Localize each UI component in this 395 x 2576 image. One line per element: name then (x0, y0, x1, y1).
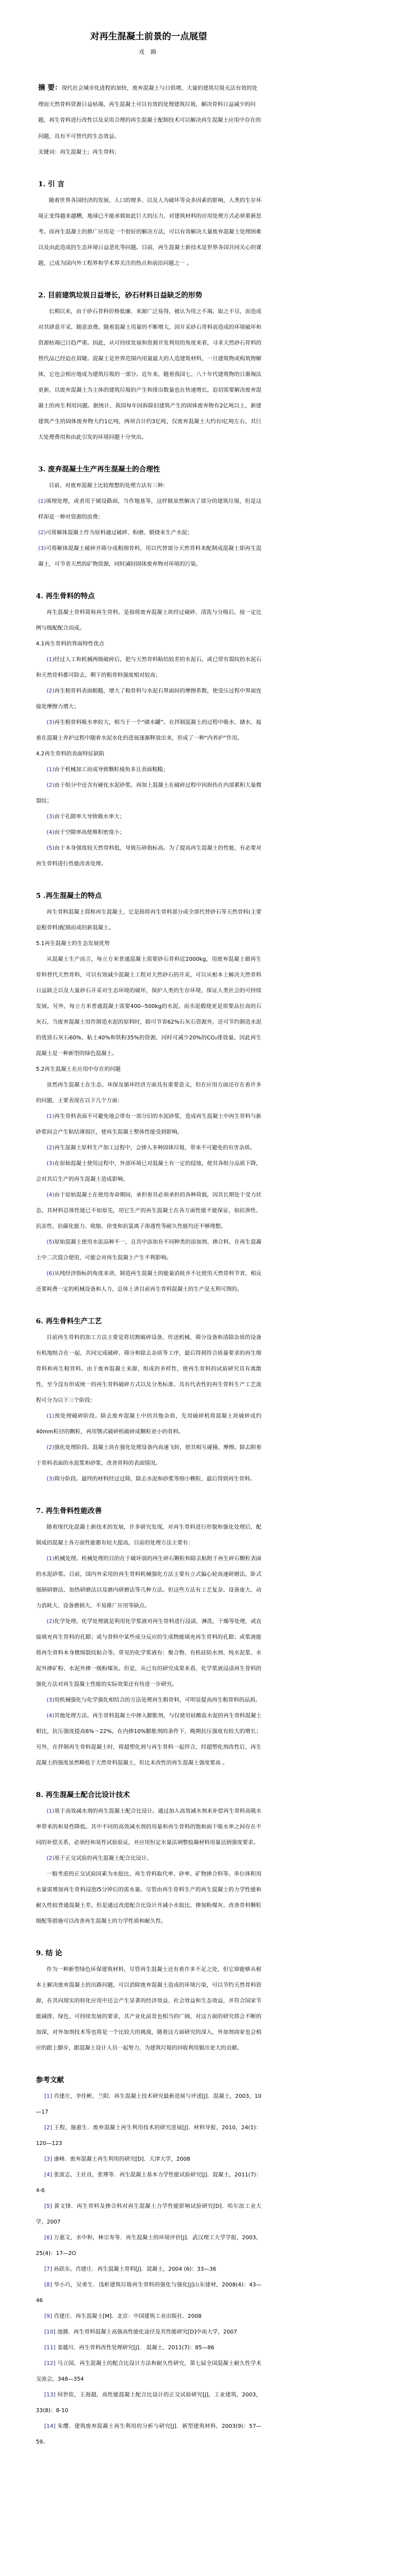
item-marker: (2) (47, 1619, 54, 1625)
subheading (36, 636, 261, 652)
block-text: 再生混凝土原料生产加工过程中，会掺入多种固体垃圾，带来不可避免的有害杂质。 (54, 1145, 256, 1151)
section-heading: 3. 废弃混凝土生产再生混凝土的合理性 (38, 465, 160, 473)
block-text: 基于高效减水剂的再生混凝土配合比设计。通过加入高效减水剂来补偿再生骨料高吸水率带来的和易性降低。其中不同的高效减水剂的用量和再生骨料的饱和面干吸水率之间存在不同的补偿关系，必须经和易性试验验证，并应用恒定水量法调整胶凝材料用量达到强度要求。 (36, 1808, 261, 1846)
subheading (36, 936, 261, 952)
block-text: 何世钦，王海超，高性能混凝土配合比设计的正交试验研究[J]，工业建筑，2003，33(8)：8-10 (36, 2392, 261, 2414)
block-text: 一般考虑的正交试验因素为水胶比、再生骨料取代率、砂率、矿物掺合料等。单位体积用水量需增加再生骨料浸泡l5分钟后的需水量。尽管由再生骨料生产的再生混凝土的力学性能和耐久性较普通混凝土差，但是通过改进配合比设计并减小水胶比、掺加粉煤灰、改善骨料颗粒级配等措施可以改善再生混凝土的力学性质和耐久性。 (36, 1871, 261, 1924)
author: 戎 路 (139, 49, 159, 56)
block-text: 机械处理。机械处理的目的在于破坏弱的再生碎石颗粒和除去粘附于再生碎石颗粒表面的水泥砂浆。目前，国内外采用的再生骨料机械强化方法主要有立式偏心轮高速研磨法、卧式强制研磨法、加热研磨法以及磨内研磨法等几种方法。但这些方法有工艺复杂、设备庞大、动力消耗大、设备磨损大、不易推广应用等缺点。 (36, 1556, 261, 1609)
block-text: 随着世界各国经济的发展、人口的增多，以及人为破坏等众多因素的影响，人类的生存环境正变得越来越糟，地球已不能承载如此巨大的压力，对建筑材料的应用处理方式必须重新思考。而再生混凝土的推广应用是一个很好的解决方法，可以有效解决大量废弃混凝土处理困难以及由此造成的生态环境日益恶化等问题。目前，再生混凝土新技术是世界各国共同关心的课题，已成为国内外工程界和学术界关注的热点和前沿问题之一 。 (38, 198, 261, 267)
block-text: 目前，对废弃混凝土比较理想的处理方法有三种： (49, 483, 169, 489)
block-text: 筛分阶段。最终的材料经过过筛，除去水泥和砂浆等细小颗粒，最后得到再生骨料。 (54, 1476, 256, 1482)
block-text: 原始混凝土使用水泥品种不一，且其中添加有不同种类的添加剂、掺合料，在再生混凝土中二次混合使用，可能会对再生混凝土产生不利影响。 (36, 1239, 261, 1261)
list-item (36, 1472, 261, 1487)
section (36, 286, 261, 446)
block-text: 4.1再生骨料的界面特性优点 (36, 641, 104, 647)
paragraph (36, 478, 261, 494)
block-text: 姜越川．再生骨料改性处理研究[J]． 混凝土，2011(7)：85—86 (55, 2345, 214, 2351)
list-item (36, 841, 261, 872)
block-text: 肖建庄，李佳彬，兰阳．再生混凝土技术研究最新进展与评述[J]．混凝土，2003，10—17 (36, 2093, 261, 2115)
block-text: 再生粗骨料吸水率较大，相当于一个“储水罐”。在拌制混凝土的过程中吸水、储水，接着在混凝土养护过程中随着水泥水化的进展逐渐释放出来，形成了一种“内养护”作用。 (36, 719, 261, 741)
reference-item (36, 2387, 261, 2419)
section-heading: 9. 结 论 (36, 1949, 62, 1957)
block-text: 强化处理阶段。混凝土块在强化处理设备内高速飞转，使其相互碰撞、摩擦，除去附着于骨料表面的水泥浆和砂浆，改善骨料的表面情况。 (36, 1445, 261, 1466)
section (36, 587, 261, 872)
item-marker: (5) (47, 1239, 54, 1245)
abstract-label: 摘 要： (38, 83, 62, 91)
document-title: 对再生混凝土前景的一点展望 (90, 31, 207, 42)
block-text: 从纯经济指标的角度来讲，制造再生混凝土的能量消耗并不比使用天然骨料节省，相反还要耗费一定的机械设备和人力，总体上讲目前再生骨料混凝土的生产是无利可图的。 (36, 1271, 261, 1292)
sections (36, 175, 261, 2450)
item-marker: [3] (44, 2156, 52, 2162)
reference-item (36, 2120, 261, 2152)
item-marker: [14] (44, 2423, 56, 2430)
item-marker: (2) (47, 688, 54, 694)
block-text: 康峰．废弃混凝土再生利用的研究[D]．天津大学，2008 (52, 2156, 190, 2162)
item-marker: (4) (47, 1192, 54, 1198)
block-text: 用机械强化与化学强化相结合的方法处理再生粗骨料，可明显提高再生粗骨料的品质。 (54, 1697, 261, 1703)
section-heading: 参考文献 (36, 2075, 65, 2084)
block-text: 4.2再生骨料的表面特征缺陷 (36, 751, 104, 757)
block-text: 随着现代化混凝土新技术的发展，许多研究发现，对再生骨料进行形貌和强化处理后，配制成的混凝土各方面性能都有较大提高，目前的处理方法主要有： (36, 1524, 261, 1546)
block-text: 经过人工和机械两级破碎后，把与天然骨料粘结较差的水泥石，或已带有裂纹的水泥石和天然骨料都可除去，剩下的粗骨料强度相对较高； (36, 657, 261, 679)
reference-item (36, 2277, 261, 2309)
paragraph (36, 193, 261, 272)
item-marker: (4) (47, 1713, 54, 1719)
block-text: 可将解体混凝土作为原料通过破碎、粉磨、锻烧来生产水泥； (45, 530, 193, 536)
block-text: 再生骨料表面不可避免地会带有一部分旧的水泥砂浆，造成再生混凝土中再生骨料与新砂浆间会产生粘结薄弱区，使再生混凝土整体性能受到影响。 (36, 1113, 261, 1135)
block-text: 由于原始混凝土在使用寿命期间，承担着其必须承担的各种荷载，因其长期处于受力状态，其材料总体性能已不如原先，用它生产的再生混凝土在各方面性能不能保证，如抗渗性、抗冻性、抗碳化能力、收缩、徐变和抗氯离子渗透性等耐久性能均还不够理想。 (36, 1192, 261, 1230)
block-text: 其他处理方法。再生骨料混凝土中掺入膨胀剂，与仅使用硅酸盐水泥的再生骨料混凝土相比，抗压强度提高6%～22%，在内掺10%膨胀剂的条件下，晚期抗压强度有较大的增长；另外，在拌制再生骨料混凝土时，将超塑化剂与再生骨料一起拌合，经超塑化剂改性后，再生混凝土的强度虽然略低于天然骨料混凝土，但比未改性的再生混凝土强度要高 。 (36, 1713, 261, 1766)
block-text: 黄文锋．再生骨料及掺合料对再生混凝土力学性能影响试验研究[D]．哈尔滨工业大学，2007 (36, 2203, 261, 2225)
paragraph (36, 1520, 261, 1551)
section-heading: 4. 再生骨料的特点 (36, 592, 95, 600)
block-text: 在原始混凝土使用过程中，外部环境已对混凝土有一定的侵蚀，使其各组分品质下降，会对其后生产的再生混凝土造成影响。 (36, 1161, 261, 1182)
block-text: 肖建庄．再生混凝土[M]．北京：中国建筑工业出版社．2008 (52, 2313, 202, 2320)
block-text: 再生骨料混凝土简称再生混凝土，它是指将再生骨料部分或全部代替砂石等天然骨料(主要是粗骨料)配制而成的新混凝土。 (36, 909, 261, 931)
list-item (36, 1109, 261, 1140)
abstract (36, 80, 261, 145)
list-item (36, 778, 261, 809)
list-item (36, 1804, 261, 1851)
list-item (36, 1409, 261, 1440)
reference-item (36, 2356, 261, 2387)
reference-item (36, 2167, 261, 2199)
item-marker: (1) (47, 1113, 54, 1120)
block-text: 由于机械加工而成导致颗粒棱角多且表面粗糙； (54, 767, 169, 773)
item-marker: (3) (47, 1476, 54, 1482)
list-item (36, 1156, 261, 1188)
section-heading: 2. 目前建筑垃圾日益增长，砂石材料日益缺乏的形势 (38, 291, 203, 299)
list-item (36, 1266, 261, 1298)
reference-item (36, 2325, 261, 2340)
section (36, 1944, 261, 2056)
block-text: 由于空隙率高使堆积密度小； (54, 829, 125, 836)
block-text: 再生混凝土骨料简称再生骨料，是指将废弃混凝土块经过破碎、清洗与分级后，按一定比例与级配配合而成。 (36, 609, 261, 631)
list-item (36, 715, 261, 746)
block-text: 预处理破碎阶段。除去废弃混凝土中的其他杂质，先用破碎机将混凝土块破碎成约40mm粒径的颗粒，再用颚式破碎机破碎成颗粒更小的骨料。 (36, 1413, 261, 1435)
item-marker: (3) (47, 1697, 54, 1703)
item-marker: [8] (44, 2282, 52, 2288)
item-marker: (3) (47, 814, 54, 820)
item-marker: [10] (44, 2329, 56, 2335)
block-text: 王程，施惠生．废弃混凝土再生利用技术的研究进展[J]．材料导报，2010，24(1)：120—123 (36, 2125, 261, 2147)
paragraph (36, 905, 261, 936)
paragraph (36, 952, 261, 1062)
block-text: 再生粗骨料表面粗糙，增大了粗骨料与水泥石界面间的摩擦系数，使受压过程中界面连接处摩擦力增大； (36, 688, 261, 710)
item-marker: [4] (44, 2172, 52, 2178)
section (36, 175, 261, 272)
item-marker: [12] (44, 2360, 56, 2367)
subheading (36, 1062, 261, 1078)
reference-item (36, 2340, 261, 2356)
list-item (36, 684, 261, 715)
section-heading: 8. 再生混凝土配合比设计技术 (36, 1790, 130, 1799)
block-text: 5.1再生混凝土的生态发展优势 (36, 941, 110, 947)
block-text: 长期以来，由于砂石骨料价格低廉、来源广泛易得，被认为用之不竭、取之不尽，而造成对其肆意开采，随意浪费。随着混凝土用量的不断增大，因开采砂石骨料而造成的环境破坏和资源枯竭已日趋严重。因此，从可持续发展和资源开发利用的角度来看，寻求天然砂石骨料的替代品已经迫在眉睫。混凝土是世界范围内用量最大的人造建筑材料，一旦建筑物或构筑物解体，它也会相应地成为建筑垃圾的一部分。近年来，随着我国七、八十年代建筑物的日渐淘汰更新，以废弃混凝土为主体的建筑垃圾的产生和排出数量也在快速增长，迫切需要解决废弃混凝土的再生利用问题。据统计，我国每年因拆除旧建筑产生的固体废弃物有2亿吨以上，新建建筑产生的固体废弃物大约1亿吨，两项合计约3亿吨，仅废弃混凝土大约有l亿吨左右，其巨大处理费用和由此引发的环境问题十分突出。 (38, 309, 261, 441)
item-marker: (3) (38, 546, 46, 552)
list-item (36, 825, 261, 841)
abstract-text: 现代社会城市化进程的加快，废弃混凝土与日俱增，大量的建筑垃圾无法有效的处理而天然骨料资源日益枯竭，再生混凝土可以有效的处理建筑垃圾，解决骨料日益减少的问题，再生骨料进行改性以及采用合理的再生混凝土配制技术可以解决再生混凝土应用中存在的问题，具有不可替代的生态效益。 (38, 85, 261, 140)
section-heading: 5 .再生混凝土的特点 (36, 891, 102, 900)
keywords: 关键词：再生混凝土；再生骨料； (38, 149, 120, 155)
item-marker: [11] (44, 2345, 56, 2351)
reference-item (36, 2262, 261, 2277)
block-text: 张波志，王社良，张博等．再生混凝土基本力学性能试验研究[J]．混凝土，2011(7)：4-6 (36, 2172, 261, 2194)
item-marker: (6) (47, 1271, 54, 1277)
block-text: 万惠文，水中和，林宗寿等．再生混凝土的环境评价[J]．武汉理工大学学报，2003，25(4)：17—2O (36, 2235, 261, 2257)
paragraph (36, 304, 261, 446)
item-marker: (1) (47, 1808, 54, 1814)
item-marker: (1) (47, 1556, 54, 1562)
subheading (36, 746, 261, 762)
item-marker: (2) (38, 530, 46, 536)
list-item (36, 1551, 261, 1614)
block-text: 作为一种新型绿色环保建筑材料，尽管再生混凝土还有着许多不足之处，但它却能够从根本上解决废弃混凝土的出路问题，可以消除废弃混凝土造成的环境污染，可以节约天然骨料资源，在其向现实的转化应用中还会产生显著的经济效益、社会效益和生态效益，并符合国家节能减排、绿色、可持续发展的要求，其产业化前景也相当的广阔，对这方面的研究将会不断的加深，对外加剂技术等也将是一个比较大的挑战，随着这方面研究的深入，外加剂商家也会相应的跟上脚步，跟混凝土设计人员一起努力，为建筑垃圾的回收利用做出更大的贡献。 (36, 1967, 261, 2051)
list-item (36, 1235, 261, 1266)
list-item (36, 1708, 261, 1771)
item-marker: [13] (44, 2392, 56, 2398)
item-marker: (3) (47, 1161, 54, 1167)
reference-item (36, 2309, 261, 2325)
section (36, 460, 261, 572)
section-heading: 6. 再生骨料生产工艺 (36, 1317, 102, 1325)
list-item (36, 1693, 261, 1708)
item-marker: (1) (38, 498, 46, 505)
paragraph (36, 1330, 261, 1409)
section-heading: 1. 引 言 (38, 180, 65, 188)
block-text: 基于正交试验的再生混凝土配合比设计。 (54, 1855, 153, 1862)
item-marker: (3) (47, 719, 54, 726)
section (36, 887, 261, 1298)
paragraph (36, 605, 261, 636)
list-item (36, 1440, 261, 1472)
block-text: 虽然再生混凝土在生态、环保及循环经济方面具有重要意义，但在应用方面还存在着许多的问题，主要表现在以下几个方面： (36, 1082, 261, 1104)
block-text: 马立国，再生混凝土的配合比设计方法和耐久性研究，第七届全国混凝土耐久性学术交流会，348—354 (36, 2360, 261, 2382)
list-item (36, 541, 261, 572)
block-text: 由于孔隙率大导致吸水率大； (54, 814, 125, 820)
section (36, 1502, 261, 1771)
section (36, 1312, 261, 1487)
reference-item (36, 2152, 261, 2167)
list-item (36, 652, 261, 684)
item-marker: (1) (47, 657, 54, 663)
list-item (36, 762, 261, 778)
block-text: 填埋处理，或者用于铺设路面，当作地基等，这样做虽然解决了部分的建筑垃圾，但是这样却是一种对资源的浪费； (38, 498, 261, 520)
paragraph (36, 1078, 261, 1109)
item-marker: [1] (44, 2093, 52, 2100)
reference-item (36, 2089, 261, 2120)
item-marker: (1) (47, 767, 54, 773)
list-item (36, 525, 261, 541)
item-marker: (1) (47, 1413, 54, 1419)
block-text: 由于本身强度较天然骨料低，导致压碎指标高。为了提高再生混凝土的性能，有必要对再生骨料进行性能改善处理。 (36, 845, 261, 867)
block-text: 孙跃东，肖建庄．再生混凝土骨料[J]．混凝土，2004 (6)：33—36 (52, 2266, 217, 2272)
item-marker: [2] (44, 2125, 52, 2131)
item-marker: (2) (47, 1145, 54, 1151)
reference-item (36, 2199, 261, 2230)
block-text: 从混凝土生产而言，每立方米普通混凝土需要砂石骨料近2000kg，用废弃混凝土做再生骨料替代天然骨料，可以有效减少混凝土工程对天然砂石的开采，可以从根本上解决天然骨料日益缺乏以及大量砂石开采对生态环境的破坏，保护人类的生存环境，保证人类社会的可持续发展。另外，每立方米普通混凝土需要400--500kg的水泥，而水泥煅烧更是需要品位高的石灰石，当废弃混凝土用作制造水泥的原料时，除可节省62%石灰石资源外，还可节约制造水泥的优质石灰石60%、粘土40%和铁粉35%的资源，同时可减少20%的CO₂排放量。因此再生混凝土是一种新型的绿色混凝土。 (36, 956, 261, 1057)
list-item (36, 809, 261, 825)
item-marker: [6] (44, 2235, 52, 2241)
section (36, 2071, 261, 2450)
list-item (36, 1614, 261, 1693)
item-marker: (5) (47, 845, 54, 851)
item-marker: [5] (44, 2203, 52, 2210)
block-text: 池漪．再生骨料混凝土高强高性能化途径及其性能研究[D]中南大学，2007 (55, 2329, 237, 2335)
reference-item (36, 2419, 261, 2450)
block-text: 由于组分中还含有硬化水泥砂浆，再加上混凝土在破碎过程中因损伤在内部累积大量微裂纹； (36, 782, 261, 804)
item-marker: (2) (47, 1445, 54, 1451)
item-marker: (2) (47, 1855, 54, 1862)
block-text: 朱缨．建筑废弃混凝土再生利用的分析与研究[J]．新型建筑材料，2003(9)：57—59。 (36, 2423, 261, 2445)
paragraph (36, 1962, 261, 2056)
list-item (36, 1851, 261, 1867)
block-text: 化学处理。化学处理就是利用化学浆液对再生骨料进行浸渍、淋洗、干燥等处理，或直接填充再生骨料的孔隙；或与骨料中某些成分反应的生成物能填充再生骨料的孔隙；或浆液能将再生骨料本身微细裂纹粘合等。常见的化学浆液有：聚合物、有机硅防水剂、纯水泥浆、水泥外掺矿粉、水泥外掺一级粉煤灰。但是，从已有的研究成果来看，化学浆液浸渍再生骨料的强化方法对再生混凝土性能的实际效果还有待进一步研究。 (36, 1619, 261, 1688)
item-marker: [7] (44, 2266, 52, 2272)
item-marker: (2) (47, 782, 54, 789)
item-marker: (4) (47, 829, 54, 836)
reference-item (36, 2230, 261, 2262)
list-item (36, 494, 261, 525)
list-item (36, 1140, 261, 1156)
section (36, 1786, 261, 1929)
block-text: 华小巧，吴勇生．浅析建筑垃圾再生骨料的强化与强化[J]山东建材，2008(4)：43—46 (36, 2282, 261, 2304)
block-text: 5.2再生混凝土在应用中存在的问题 (36, 1066, 121, 1072)
document (36, 0, 261, 2450)
list-item (36, 1188, 261, 1235)
paragraph (36, 1867, 261, 1929)
section-heading: 7. 再生骨料性能改善 (36, 1506, 102, 1515)
block-text: 可将解体混凝土破碎并筛分成粗细骨料，用以代替部分天然骨料来配制成混凝土即再生混凝土，可节省天然的矿物资源，同时减轻固体废弃物对环境的污染。 (38, 546, 261, 567)
item-marker: [9] (44, 2313, 52, 2320)
block-text: 目前再生骨料的加工方法主要是将切割破碎设备、传送机械、筛分设备和清除杂质的设备有机地组合在一起，共同完成破碎、筛分和除去杂质等工序，最后得到符合质量要求的再生细骨料和再生粗骨料。由于废弃混凝土来源、组成的多样性，使再生骨料的试验研究具有离散性，至今没有形成统一的再生骨料破碎方式以及分类标准。具有代表性的再生骨料生产工艺流程可分为以下三个阶段： (36, 1335, 261, 1404)
